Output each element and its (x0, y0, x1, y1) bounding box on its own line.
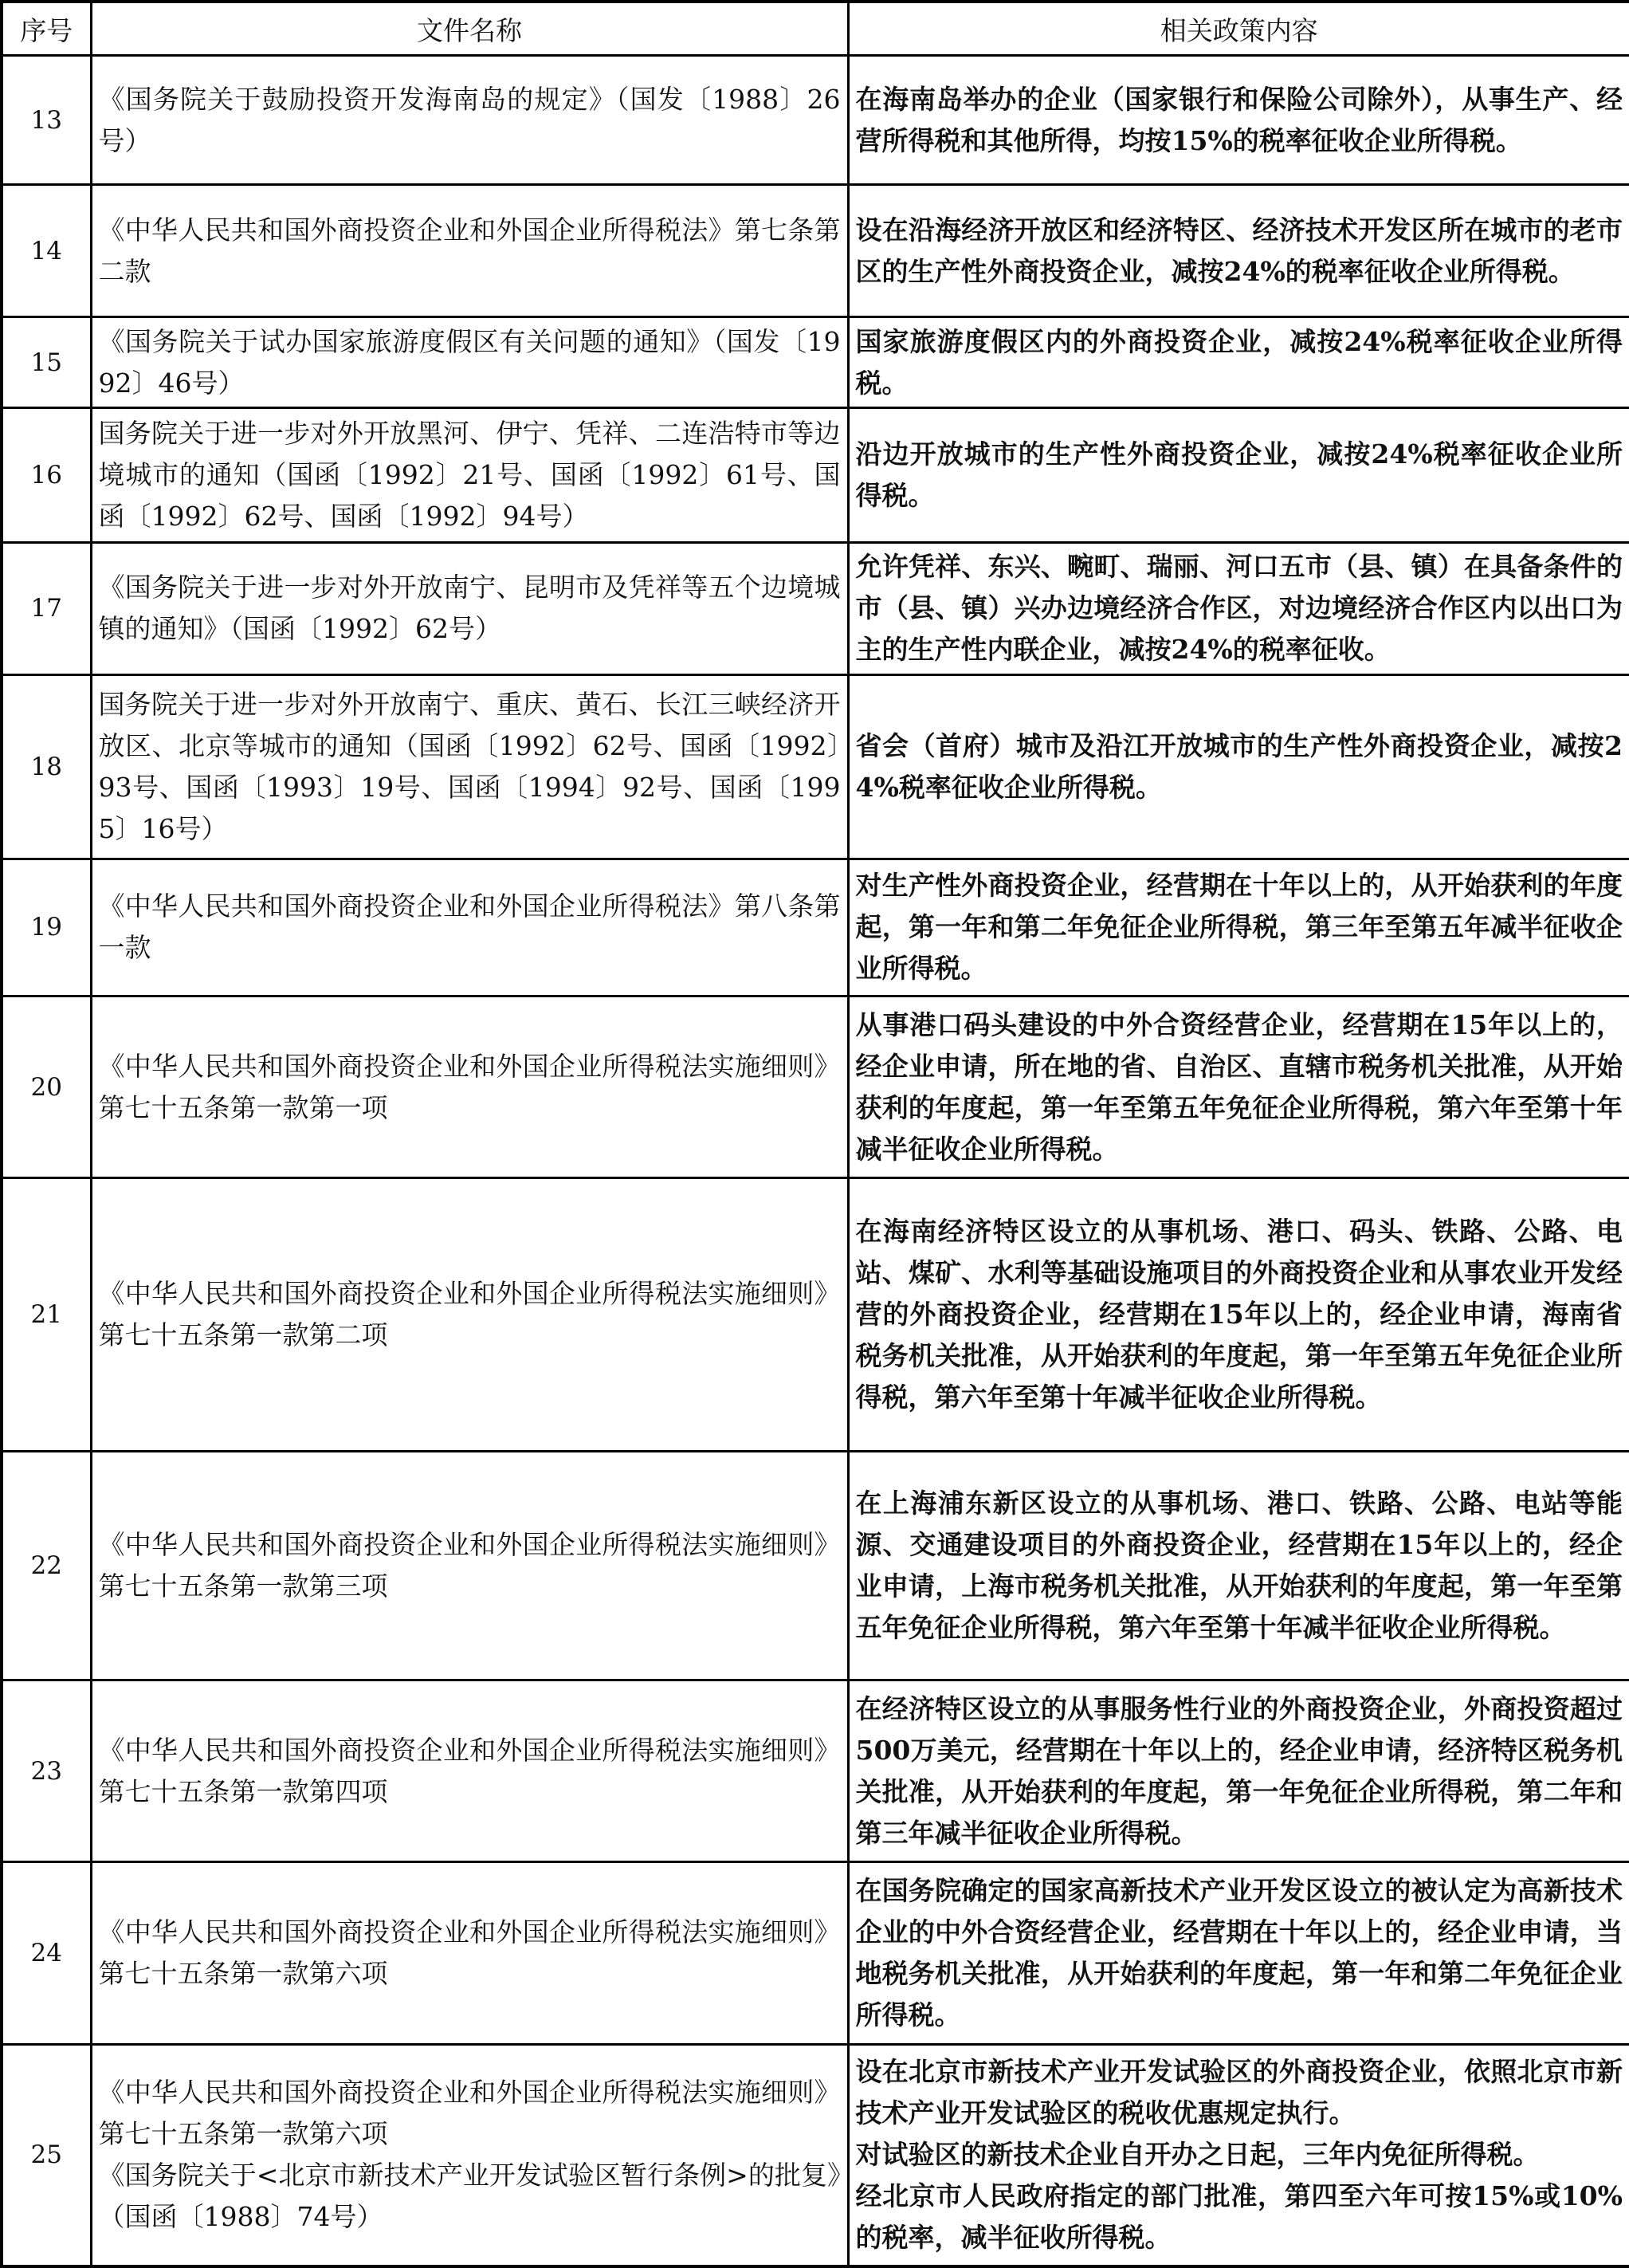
policy-content: 沿边开放城市的生产性外商投资企业，减按24%税率征收企业所得税。 (848, 408, 1629, 542)
policy-content: 设在沿海经济开放区和经济特区、经济技术开发区所在城市的老市区的生产性外商投资企业，减按24%的税率征收企业所得税。 (848, 185, 1629, 317)
table-row (2, 542, 1629, 674)
document-name: 《国务院关于鼓励投资开发海南岛的规定》（国发〔1988〕26号） (91, 56, 848, 185)
row-number: 14 (2, 185, 91, 317)
policy-content: 在海南经济特区设立的从事机场、港口、码头、铁路、公路、电站、煤矿、水利等基础设施项目的外商投资企业和从事农业开发经营的外商投资企业，经营期在15年以上的，经企业申请，海南省税务机关批准，从开始获利的年度起，第一年至第五年免征企业所得税，第六年至第十年减半征收企业所得税。 (848, 1178, 1629, 1452)
row-number: 13 (2, 56, 91, 185)
row-number: 25 (2, 2044, 91, 2266)
policy-content: 省会（首府）城市及沿江开放城市的生产性外商投资企业，减按24%税率征收企业所得税。 (848, 674, 1629, 859)
document-name: 国务院关于进一步对外开放黑河、伊宁、凭祥、二连浩特市等边境城市的通知（国函〔1992〕21号、国函〔1992〕61号、国函〔1992〕62号、国函〔1992〕94号） (91, 408, 848, 542)
document-name: 《国务院关于进一步对外开放南宁、昆明市及凭祥等五个边境城镇的通知》（国函〔1992〕62号） (91, 542, 848, 674)
table-row (2, 408, 1629, 542)
policy-content: 对生产性外商投资企业，经营期在十年以上的，从开始获利的年度起，第一年和第二年免征企业所得税，第三年至第五年减半征收企业所得税。 (848, 859, 1629, 996)
document-name: 《中华人民共和国外商投资企业和外国企业所得税法实施细则》第七十五条第一款第四项 (91, 1680, 848, 1862)
table-row (2, 859, 1629, 996)
table-row (2, 185, 1629, 317)
row-number: 16 (2, 408, 91, 542)
policy-content: 国家旅游度假区内的外商投资企业，减按24%税率征收企业所得税。 (848, 317, 1629, 408)
row-number: 24 (2, 1862, 91, 2045)
policy-content: 在海南岛举办的企业（国家银行和保险公司除外），从事生产、经营所得税和其他所得，均按15%的税率征收企业所得税。 (848, 56, 1629, 185)
table-row (2, 1862, 1629, 2045)
row-number: 15 (2, 317, 91, 408)
policy-content-paragraph: 对试验区的新技术企业自开办之日起，三年内免征所得税。 (855, 2139, 1540, 2171)
table-row (2, 317, 1629, 408)
policy-content: 允许凭祥、东兴、畹町、瑞丽、河口五市（县、镇）在具备条件的市（县、镇）兴办边境经济合作区，对边境经济合作区内以出口为主的生产性内联企业，减按24%的税率征收。 (848, 542, 1629, 674)
document-name: 《中华人民共和国外商投资企业和外国企业所得税法实施细则》第七十五条第一款第一项 (91, 996, 848, 1178)
policy-content-paragraph: 经北京市人民政府指定的部门批准，第四至六年可按15%或10%的税率，减半征收所得税。 (855, 2180, 1623, 2254)
header-row (2, 2, 1629, 56)
policy-content: 从事港口码头建设的中外合资经营企业，经营期在15年以上的，经企业申请，所在地的省、自治区、直辖市税务机关批准，从开始获利的年度起，第一年至第五年免征企业所得税，第六年至第十年减半征收企业所得税。 (848, 996, 1629, 1178)
document-name: 《中华人民共和国外商投资企业和外国企业所得税法实施细则》第七十五条第一款第三项 (91, 1452, 848, 1680)
document-name: 《中华人民共和国外商投资企业和外国企业所得税法实施细则》第七十五条第一款第二项 (91, 1178, 848, 1452)
policy-content: 在国务院确定的国家高新技术产业开发区设立的被认定为高新技术企业的中外合资经营企业，经营期在十年以上的，经企业申请，当地税务机关批准，从开始获利的年度起，第一年和第二年免征企业所得税。 (848, 1862, 1629, 2045)
table-row (2, 1452, 1629, 1680)
row-number: 19 (2, 859, 91, 996)
row-number: 23 (2, 1680, 91, 1862)
document-name: 《国务院关于试办国家旅游度假区有关问题的通知》（国发〔1992〕46号） (91, 317, 848, 408)
document-name: 《中华人民共和国外商投资企业和外国企业所得税法》第七条第二款 (91, 185, 848, 317)
table-row (2, 674, 1629, 859)
table-row (2, 1178, 1629, 1452)
table-row (2, 2044, 1629, 2266)
table-row (2, 1680, 1629, 1862)
policy-content (848, 2044, 1629, 2266)
table-row (2, 996, 1629, 1178)
policy-content-paragraph: 设在北京市新技术产业开发试验区的外商投资企业，依照北京市新技术产业开发试验区的税收优惠规定执行。 (855, 2056, 1623, 2129)
document-name: 国务院关于进一步对外开放南宁、重庆、黄石、长江三峡经济开放区、北京等城市的通知（国函〔1992〕62号、国函〔1992〕93号、国函〔1993〕19号、国函〔1994〕92号、国函〔1995〕16号） (91, 674, 848, 859)
column-header-policy-content: 相关政策内容 (848, 2, 1629, 56)
row-number: 22 (2, 1452, 91, 1680)
document-name: 《中华人民共和国外商投资企业和外国企业所得税法实施细则》第七十五条第一款第六项 《国务院关于<北京市新技术产业开发试验区暂行条例>的批复》（国函〔1988〕74号） (91, 2044, 848, 2266)
row-number: 20 (2, 996, 91, 1178)
column-header-number: 序号 (2, 2, 91, 56)
policy-content: 在经济特区设立的从事服务性行业的外商投资企业，外商投资超过500万美元，经营期在十年以上的，经企业申请，经济特区税务机关批准，从开始获利的年度起，第一年免征企业所得税，第二年和第三年减半征收企业所得税。 (848, 1680, 1629, 1862)
row-number: 17 (2, 542, 91, 674)
row-number: 18 (2, 674, 91, 859)
document-name: 《中华人民共和国外商投资企业和外国企业所得税法实施细则》第七十五条第一款第六项 (91, 1862, 848, 2045)
table-row (2, 56, 1629, 185)
row-number: 21 (2, 1178, 91, 1452)
document-name: 《中华人民共和国外商投资企业和外国企业所得税法》第八条第一款 (91, 859, 848, 996)
policy-content: 在上海浦东新区设立的从事机场、港口、铁路、公路、电站等能源、交通建设项目的外商投资企业，经营期在15年以上的，经企业申请，上海市税务机关批准，从开始获利的年度起，第一年至第五年免征企业所得税，第六年至第十年减半征收企业所得税。 (848, 1452, 1629, 1680)
column-header-document-name: 文件名称 (91, 2, 848, 56)
